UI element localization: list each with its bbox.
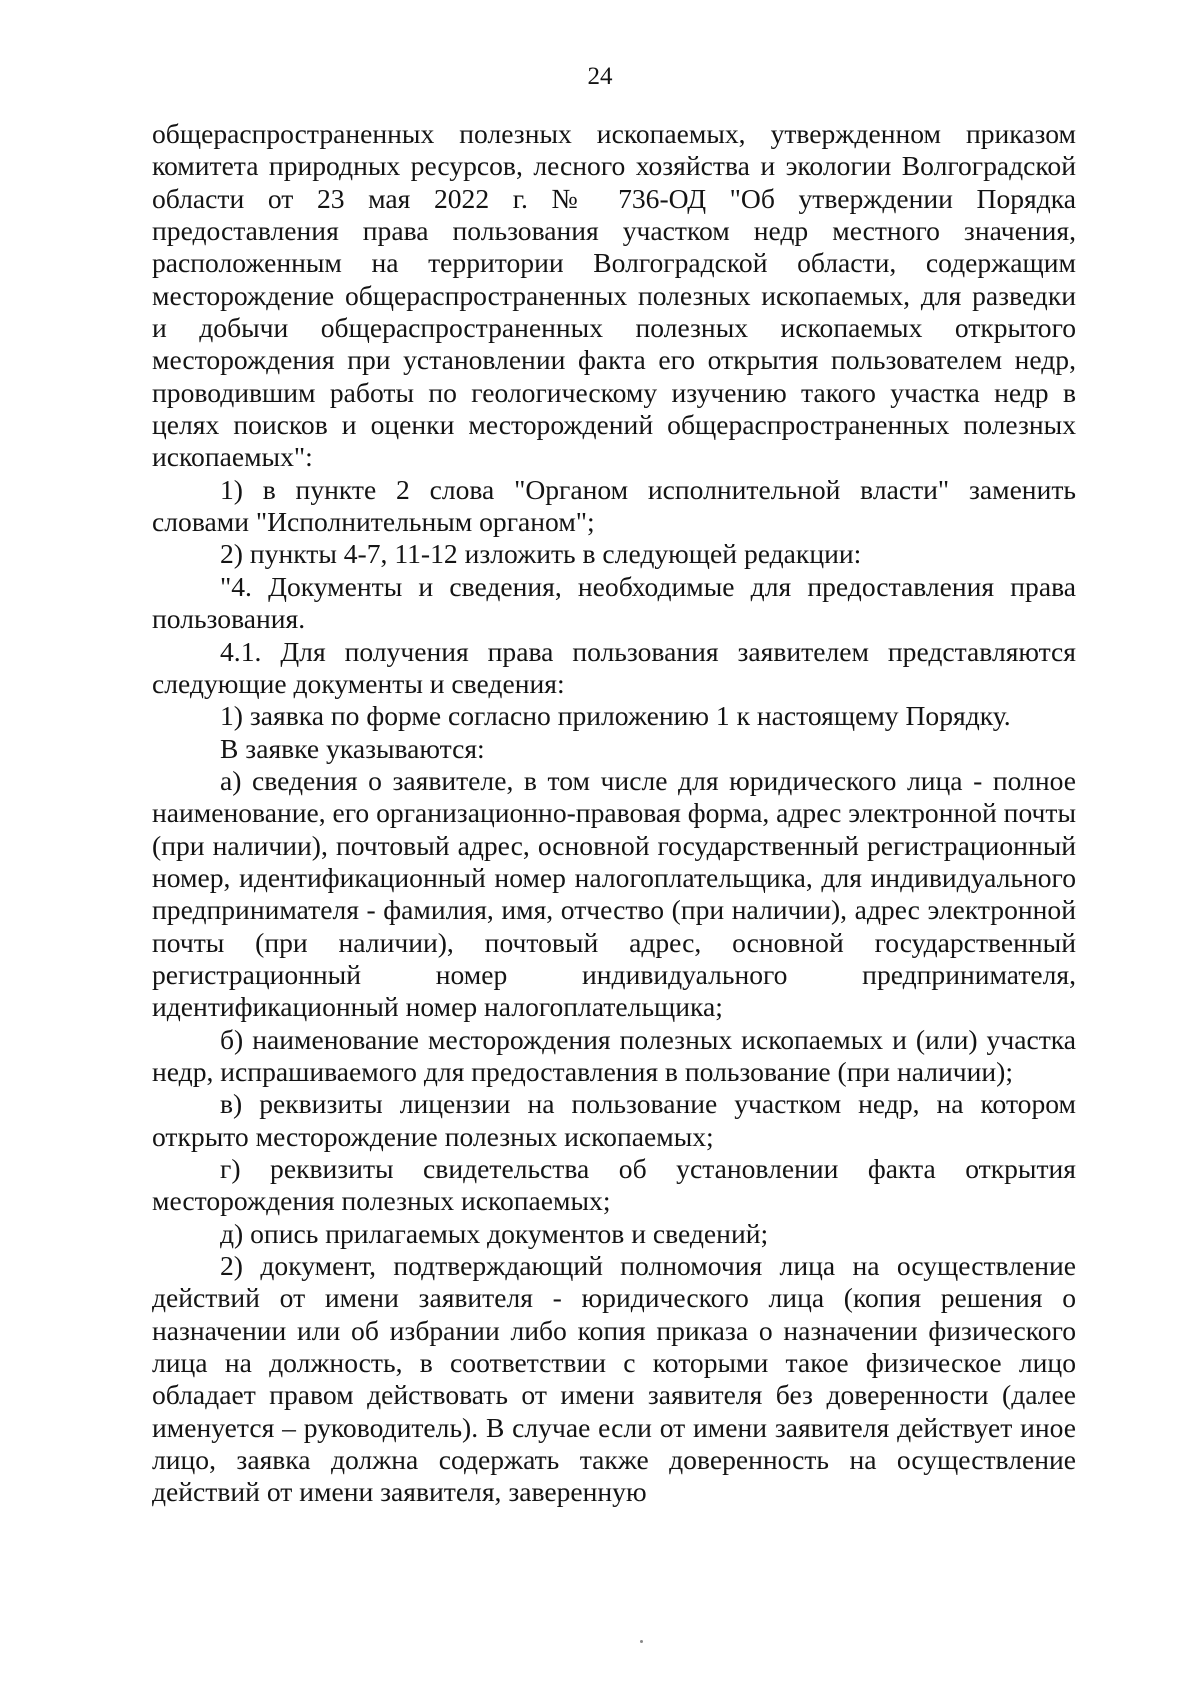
paragraph-subitem-2: 2) документ, подтверждающий полномочия лица на осуществление действий от имени заявителя - юридического лица (копия решения о назначении или об избрании либо копия приказа о назначении физического лица на должность, в соответствии с которыми такое физическое лицо обладает правом действовать от имени заявителя без доверенности (далее именуется – руководитель). В случае если от имени заявителя действует иное лицо, заявка должна содержать также доверенность на осуществление действий от имени заявителя, заверенную [152,1250,1076,1508]
scan-speck [640,1640,643,1643]
page-number: 24 [587,63,613,90]
paragraph-item-1: 1) в пункте 2 слова "Органом исполнительной власти" заменить словами "Исполнительным органом"; [152,473,1076,538]
paragraph-subitem-d: д) опись прилагаемых документов и сведений; [220,1217,769,1249]
paragraph-subitem-g: г) реквизиты свидетельства об установлении факта открытия месторождения полезных ископаемых; [152,1153,1076,1217]
paragraph-subitem-b: б) наименование месторождения полезных ископаемых и (или) участка недр, испрашиваемого для предоставления в пользование (при наличии); [152,1023,1076,1087]
document-body [152,118,1076,1509]
paragraph-subitem-v: в) реквизиты лицензии на пользование участком недр, на котором открыто месторождение полезных ископаемых; [152,1088,1076,1152]
paragraph-continuation: общераспространенных полезных ископаемых, утвержденном приказом комитета природных ресурсов, лесного хозяйства и экологии Волгоградской области от 23 мая 2022 г. № 736-ОД "Об утверждении Порядка предоставления права пользования участком недр местного значения, расположенным на территории Волгоградской области, содержащим месторождение общераспространенных полезных ископаемых, для разведки и добычи общераспространенных полезных ископаемых открытого месторождения при установлении факта его открытия пользователем недр, проводившим работы по геологическому изучению такого участка недр в целях поисков и оценки месторождений общераспространенных полезных ископаемых": [152,118,1076,473]
paragraph-section-4-1: 4.1. Для получения права пользования заявителем представляются следующие документы и сведения: [152,635,1076,699]
paragraph-subitem-1: 1) заявка по форме согласно приложению 1 к настоящему Порядку. [220,700,1011,732]
paragraph-item-2: 2) пункты 4-7, 11-12 изложить в следующей редакции: [220,538,862,570]
paragraph-application-contents: В заявке указываются: [220,732,485,764]
paragraph-subitem-a: а) сведения о заявителе, в том числе для юридического лица - полное наименование, его организационно-правовая форма, адрес электронной почты (при наличии), почтовый адрес, основной государственный регистрационный номер, идентификационный номер налогоплательщика, для индивидуального предпринимателя - фамилия, имя, отчество (при наличии), адрес электронной почты (при наличии), почтовый адрес, основной государственный регистрационный номер индивидуального предпринимателя, идентификационный номер налогоплательщика; [152,764,1077,1023]
paragraph-section-4: "4. Документы и сведения, необходимые для предоставления права пользования. [152,570,1076,635]
